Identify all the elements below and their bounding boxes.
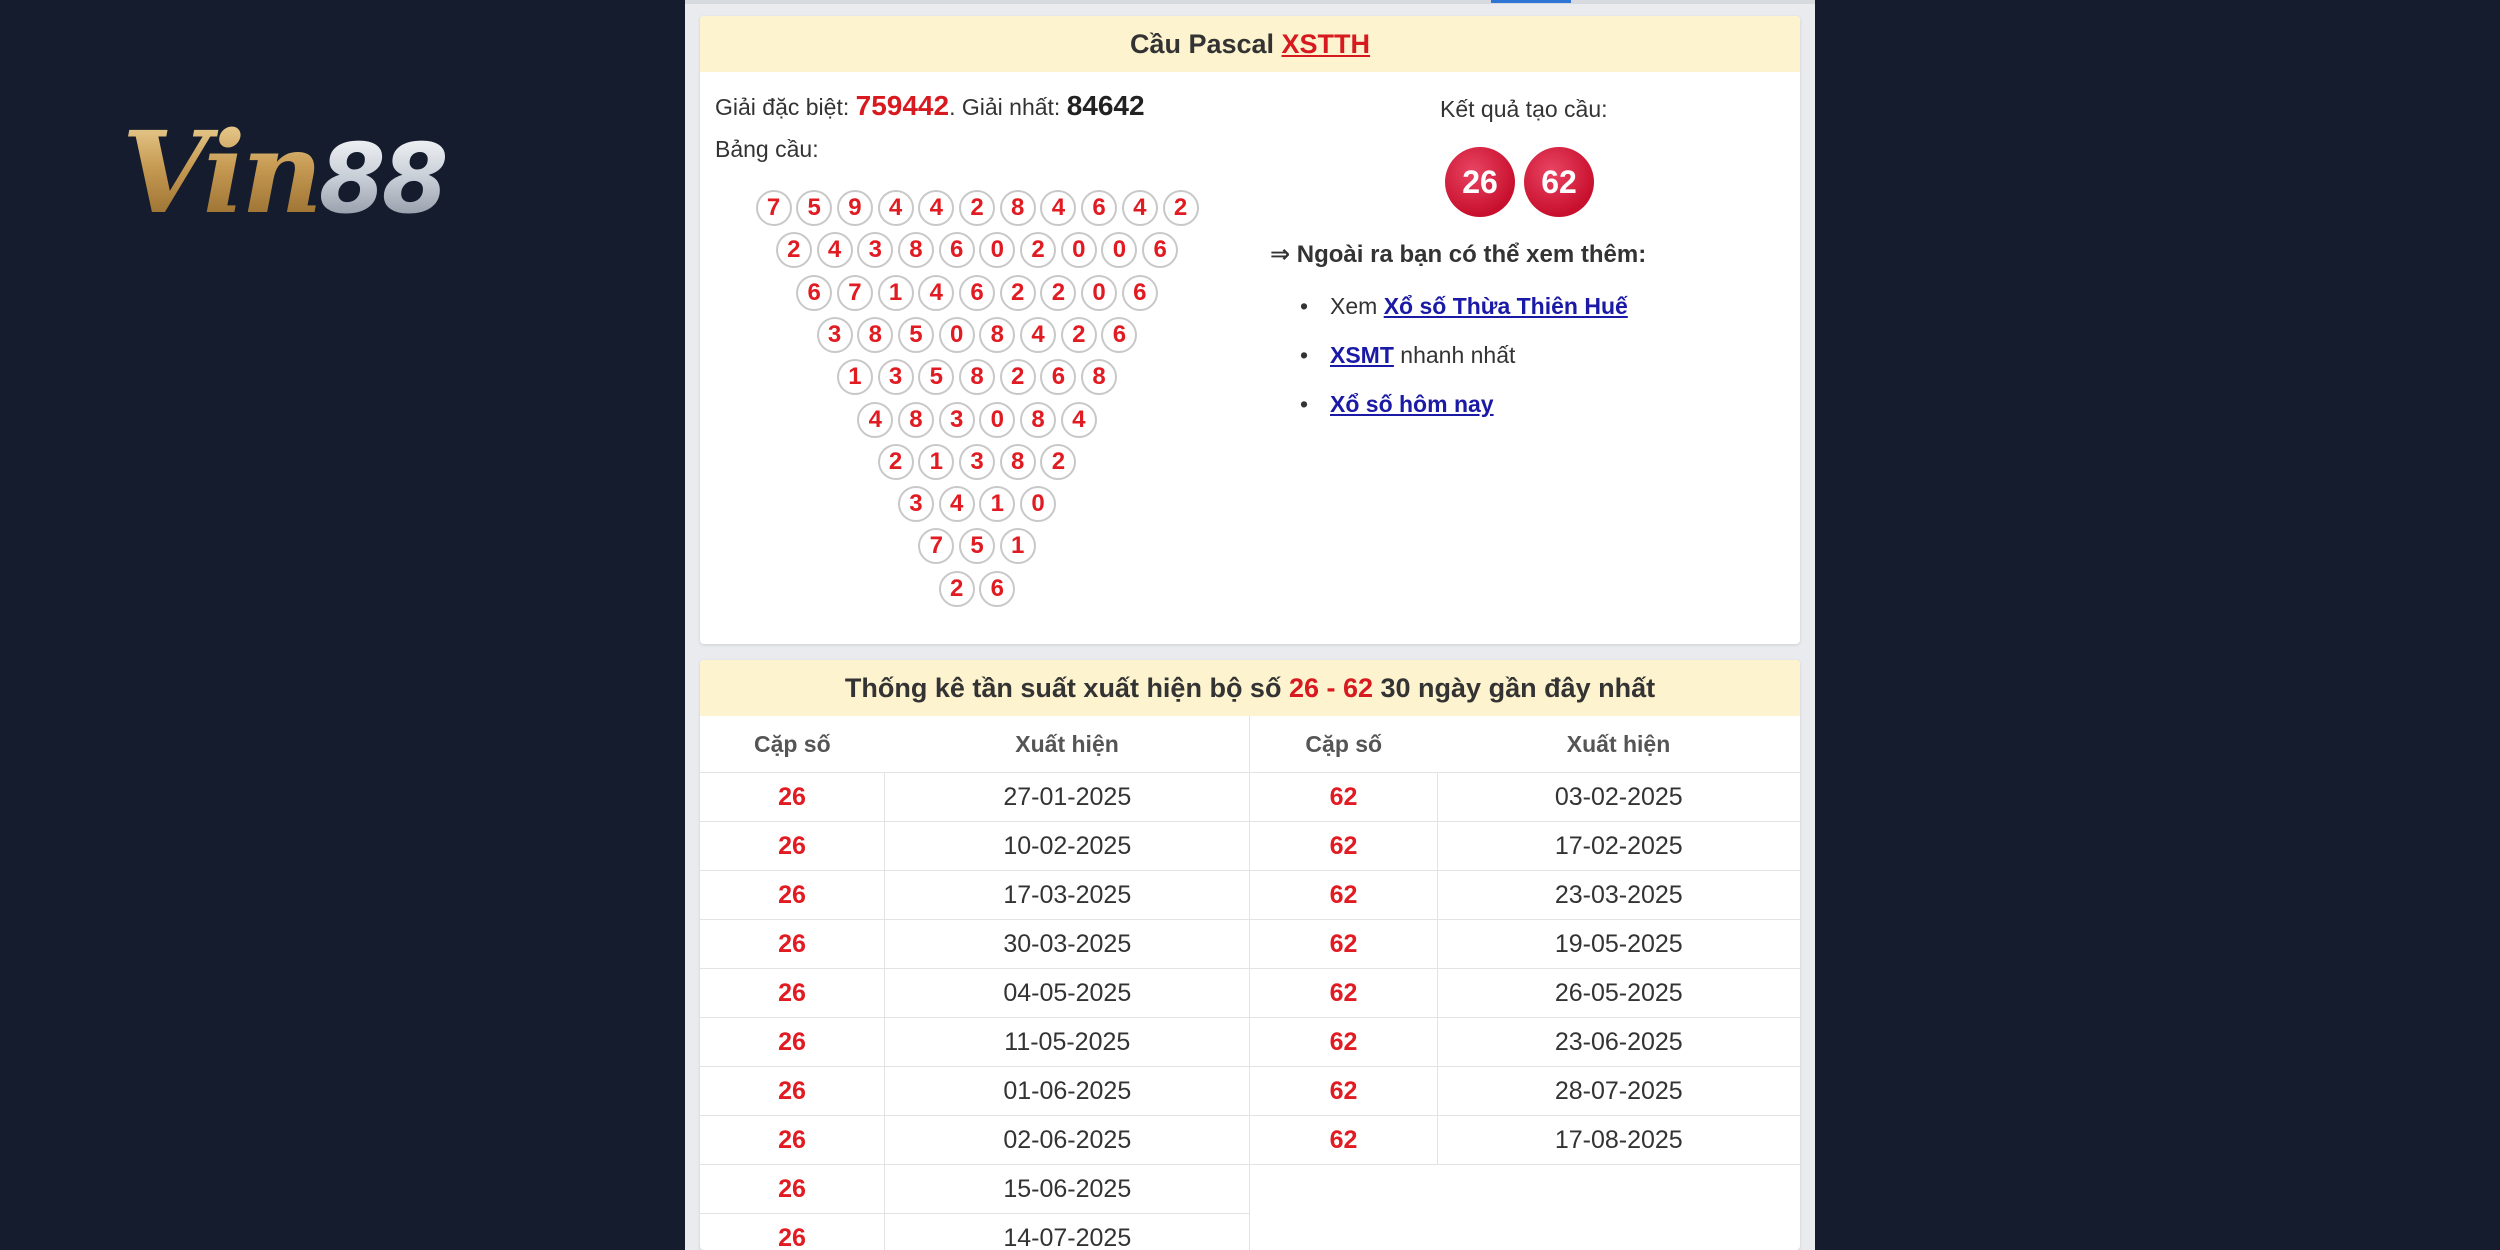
triangle-ball: 6 — [939, 232, 975, 268]
triangle-ball: 4 — [878, 190, 914, 226]
triangle-ball: 3 — [939, 402, 975, 438]
list-item — [1300, 340, 1628, 389]
frequency-card — [700, 660, 1800, 1250]
triangle-ball: 3 — [817, 317, 853, 353]
freq-title-prefix: Thống kê tần suất xuất hiện bộ số — [844, 673, 1289, 703]
pascal-title-text: Cầu Pascal — [1129, 29, 1282, 59]
table-row — [700, 1214, 1800, 1250]
xs-thua-thien-hue-link[interactable]: Xổ số Thừa Thiên Huế — [1383, 293, 1628, 319]
triangle-ball: 6 — [1040, 359, 1076, 395]
g1-label: Giải nhất: — [961, 94, 1067, 120]
triangle-ball: 2 — [1000, 275, 1036, 311]
triangle-ball: 4 — [1020, 317, 1056, 353]
triangle-ball: 4 — [918, 190, 954, 226]
g1-value: 84642 — [1066, 90, 1145, 121]
triangle-ball: 4 — [1040, 190, 1076, 226]
top-strip — [685, 0, 1815, 4]
triangle-ball: 2 — [878, 444, 914, 480]
pair-cell: 62 — [1250, 1018, 1437, 1067]
freq-title-suffix: 30 ngày gần đây nhất — [1373, 673, 1656, 703]
date-cell: 17-03-2025 — [885, 871, 1250, 920]
date-cell: 10-02-2025 — [885, 822, 1250, 871]
xs-hom-nay-link[interactable]: Xổ số hôm nay — [1330, 391, 1494, 417]
pair-cell: 26 — [700, 1214, 885, 1250]
triangle-ball: 8 — [1020, 402, 1056, 438]
date-cell: 30-03-2025 — [885, 920, 1250, 969]
xstth-link[interactable]: XSTTH — [1281, 29, 1371, 59]
list-item — [1300, 389, 1628, 438]
triangle-ball: 0 — [979, 402, 1015, 438]
more-title: ⇒ Ngoài ra bạn có thể xem thêm: — [1270, 241, 1647, 268]
triangle-ball: 1 — [918, 444, 954, 480]
triangle-ball: 7 — [756, 190, 792, 226]
triangle-ball: 6 — [1101, 317, 1137, 353]
vin88-logo — [122, 108, 445, 239]
pair-cell: 26 — [700, 773, 885, 822]
date-cell: 04-05-2025 — [885, 969, 1250, 1018]
triangle-ball: 6 — [1081, 190, 1117, 226]
pair-cell: 62 — [1250, 773, 1437, 822]
triangle-ball: 5 — [959, 528, 995, 564]
prize-info — [715, 90, 1145, 122]
triangle-ball: 0 — [1101, 232, 1137, 268]
triangle-ball: 7 — [918, 528, 954, 564]
triangle-ball: 2 — [1040, 444, 1076, 480]
prize-separator: . — [949, 94, 962, 120]
pair-cell: 26 — [700, 920, 885, 969]
table-row — [700, 822, 1800, 871]
date-cell: 23-06-2025 — [1437, 1018, 1800, 1067]
table-row — [700, 773, 1800, 822]
triangle-ball: 8 — [1081, 359, 1117, 395]
empty-cell — [1250, 1214, 1437, 1250]
date-cell: 15-06-2025 — [885, 1165, 1250, 1214]
result-label: Kết quả tạo cầu: — [1440, 96, 1608, 122]
triangle-ball: 5 — [918, 359, 954, 395]
bang-cau-label: Bảng cầu: — [715, 136, 819, 162]
logo-text-vin: Vin — [122, 108, 319, 239]
pair-cell: 62 — [1250, 1067, 1437, 1116]
more-suffix: nhanh nhất — [1393, 342, 1516, 368]
triangle-ball: 1 — [837, 359, 873, 395]
triangle-ball: 7 — [837, 275, 873, 311]
triangle-ball: 2 — [939, 571, 975, 607]
date-cell: 11-05-2025 — [885, 1018, 1250, 1067]
triangle-ball: 0 — [1061, 232, 1097, 268]
triangle-ball: 4 — [918, 275, 954, 311]
pair-cell: 62 — [1250, 969, 1437, 1018]
triangle-ball: 1 — [1000, 528, 1036, 564]
pair-cell: 26 — [700, 1067, 885, 1116]
triangle-ball: 8 — [959, 359, 995, 395]
pair-cell: 62 — [1250, 871, 1437, 920]
triangle-ball: 0 — [1020, 486, 1056, 522]
triangle-ball: 4 — [939, 486, 975, 522]
triangle-ball: 6 — [796, 275, 832, 311]
pair-cell: 26 — [700, 871, 885, 920]
triangle-ball: 2 — [1061, 317, 1097, 353]
table-row — [700, 969, 1800, 1018]
date-cell: 17-02-2025 — [1437, 822, 1800, 871]
gdb-label: Giải đặc biệt: — [715, 94, 856, 120]
pair-cell: 26 — [700, 1165, 885, 1214]
triangle-ball: 3 — [878, 359, 914, 395]
header-pair: Cặp số — [1250, 716, 1437, 773]
table-row — [700, 1067, 1800, 1116]
table-row — [700, 1018, 1800, 1067]
pair-cell: 26 — [700, 1018, 885, 1067]
triangle-ball: 4 — [1122, 190, 1158, 226]
result-ball: 26 — [1445, 147, 1515, 217]
freq-title-highlight: 26 - 62 — [1288, 673, 1374, 703]
triangle-ball: 4 — [857, 402, 893, 438]
triangle-ball: 3 — [959, 444, 995, 480]
xsmt-link[interactable]: XSMT — [1330, 342, 1394, 368]
table-row — [700, 1165, 1800, 1214]
header-appear: Xuất hiện — [885, 716, 1250, 773]
triangle-ball: 1 — [878, 275, 914, 311]
header-appear: Xuất hiện — [1437, 716, 1800, 773]
triangle-ball: 2 — [1040, 275, 1076, 311]
empty-cell — [1437, 1214, 1800, 1250]
triangle-ball: 1 — [979, 486, 1015, 522]
triangle-ball: 3 — [857, 232, 893, 268]
pair-cell: 62 — [1250, 822, 1437, 871]
date-cell: 19-05-2025 — [1437, 920, 1800, 969]
triangle-ball: 2 — [1163, 190, 1199, 226]
table-row — [700, 1116, 1800, 1165]
triangle-ball: 6 — [1142, 232, 1178, 268]
pair-cell: 62 — [1250, 920, 1437, 969]
gdb-value: 759442 — [855, 90, 950, 121]
triangle-ball: 5 — [796, 190, 832, 226]
date-cell: 26-05-2025 — [1437, 969, 1800, 1018]
triangle-ball: 8 — [1000, 444, 1036, 480]
pair-cell: 26 — [700, 822, 885, 871]
date-cell: 02-06-2025 — [885, 1116, 1250, 1165]
triangle-ball: 8 — [857, 317, 893, 353]
triangle-ball: 8 — [898, 232, 934, 268]
date-cell: 27-01-2025 — [885, 773, 1250, 822]
table-row — [700, 920, 1800, 969]
triangle-ball: 5 — [898, 317, 934, 353]
date-cell: 14-07-2025 — [885, 1214, 1250, 1250]
triangle-ball: 3 — [898, 486, 934, 522]
date-cell: 01-06-2025 — [885, 1067, 1250, 1116]
triangle-ball: 9 — [837, 190, 873, 226]
result-ball: 62 — [1524, 147, 1594, 217]
table-row — [700, 871, 1800, 920]
triangle-ball: 0 — [1081, 275, 1117, 311]
triangle-ball: 6 — [979, 571, 1015, 607]
date-cell: 17-08-2025 — [1437, 1116, 1800, 1165]
triangle-ball: 0 — [979, 232, 1015, 268]
triangle-ball: 8 — [898, 402, 934, 438]
frequency-table — [700, 716, 1800, 1250]
triangle-ball: 0 — [939, 317, 975, 353]
frequency-card-title — [700, 660, 1800, 716]
empty-cell — [1437, 1165, 1800, 1214]
pair-cell: 62 — [1250, 1116, 1437, 1165]
active-tab-indicator — [1491, 0, 1571, 3]
triangle-ball: 2 — [959, 190, 995, 226]
triangle-ball: 2 — [1020, 232, 1056, 268]
list-item — [1300, 291, 1628, 340]
more-links-list — [1300, 291, 1628, 438]
triangle-ball: 4 — [1061, 402, 1097, 438]
triangle-ball: 2 — [776, 232, 812, 268]
empty-cell — [1250, 1165, 1437, 1214]
pascal-card — [700, 16, 1800, 644]
date-cell: 28-07-2025 — [1437, 1067, 1800, 1116]
main-content — [685, 0, 1815, 1250]
more-prefix: Xem — [1330, 293, 1384, 319]
table-header-row — [700, 716, 1800, 773]
triangle-ball: 6 — [959, 275, 995, 311]
pair-cell: 26 — [700, 969, 885, 1018]
triangle-ball: 8 — [979, 317, 1015, 353]
header-pair: Cặp số — [700, 716, 885, 773]
triangle-ball: 2 — [1000, 359, 1036, 395]
triangle-ball: 6 — [1122, 275, 1158, 311]
date-cell: 03-02-2025 — [1437, 773, 1800, 822]
pascal-card-title — [700, 16, 1800, 72]
date-cell: 23-03-2025 — [1437, 871, 1800, 920]
triangle-ball: 8 — [1000, 190, 1036, 226]
pair-cell: 26 — [700, 1116, 885, 1165]
logo-text-88: 88 — [318, 123, 445, 235]
triangle-ball: 4 — [817, 232, 853, 268]
